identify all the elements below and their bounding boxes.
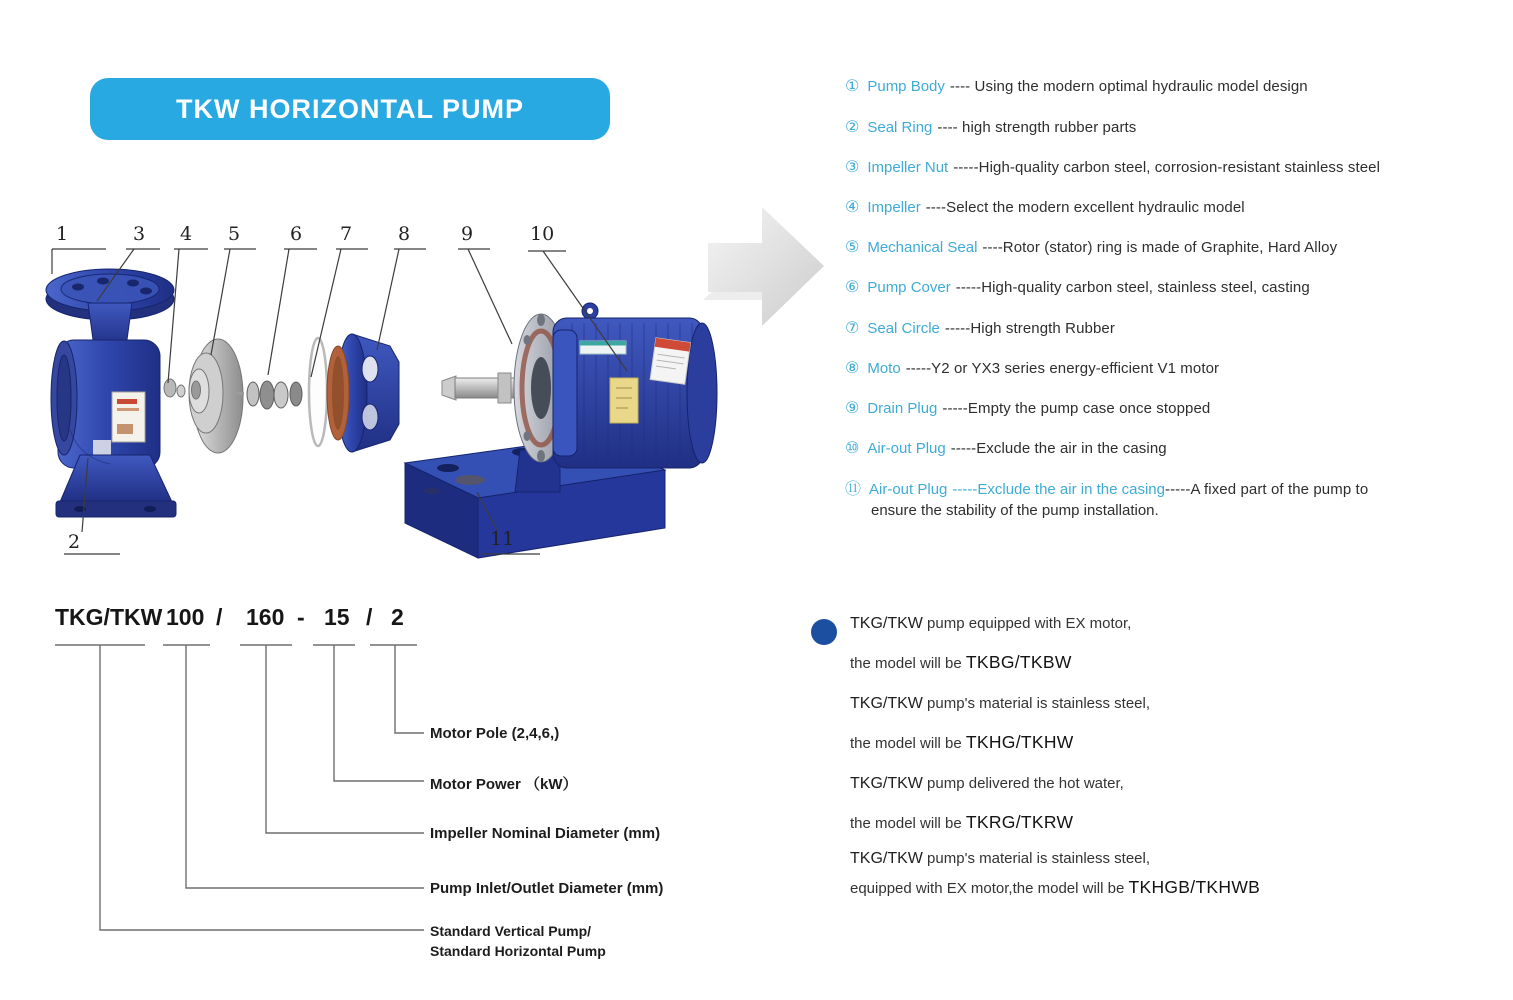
- callout-3: 3: [133, 223, 146, 245]
- note-text: equipped with EX motor,the model will be: [850, 880, 1129, 897]
- circled-number-icon: ⑨: [845, 398, 860, 417]
- circled-number-icon: ②: [845, 117, 860, 136]
- part-desc: -----Exclude the air in the casing: [950, 440, 1167, 457]
- part-name: Seal Circle: [867, 320, 940, 337]
- note-line: [850, 732, 1074, 753]
- note-line: [850, 652, 1072, 673]
- part-name: Moto: [867, 360, 901, 377]
- note-lead: TKG/TKW: [850, 775, 923, 792]
- pump-cover-graphic: [327, 334, 399, 452]
- part-desc: ----Rotor (stator) ring is made of Graphite, Hard Alloy: [982, 239, 1338, 256]
- circled-number-icon: ⑥: [845, 277, 860, 296]
- note-model: TKBG/TKBW: [965, 652, 1072, 672]
- callout-9: 9: [461, 223, 474, 245]
- seal-circle-graphic: [309, 338, 327, 446]
- model-code-lines: [55, 645, 424, 930]
- part-desc: -----High-quality carbon steel, corrosion-resistant stainless steel: [953, 159, 1381, 176]
- note-text: pump's material is stainless steel,: [922, 850, 1151, 867]
- label-standard-pump-line2: Standard Horizontal Pump: [430, 943, 606, 959]
- note-text: pump equipped with EX motor,: [922, 615, 1132, 632]
- parts-list-item: [845, 277, 1500, 296]
- note-lead: TKG/TKW: [850, 850, 923, 867]
- note-line: [850, 877, 1260, 898]
- note-line: [850, 612, 1131, 633]
- part-name: Pump Cover: [867, 279, 951, 296]
- circled-number-icon: ⑤: [845, 237, 860, 256]
- note-text: pump delivered the hot water,: [922, 775, 1124, 792]
- arrow-right-icon: [708, 207, 824, 326]
- bullet-icon: [811, 619, 837, 645]
- label-impeller-diameter: Impeller Nominal Diameter (mm): [430, 825, 661, 842]
- part-desc-cyan: -----Exclude the air in the casing: [952, 481, 1165, 498]
- parts-list-item: [845, 358, 1500, 377]
- parts-list-item: [845, 237, 1500, 256]
- pump-body-graphic: [46, 269, 176, 517]
- part-desc: -----High strength Rubber: [944, 320, 1115, 337]
- part-desc-line2: ensure the stability of the pump installation.: [871, 502, 1159, 519]
- parts-list-item: [845, 438, 1500, 457]
- part-name: Impeller Nut: [867, 159, 949, 176]
- part-name: Air-out Plug: [867, 440, 946, 457]
- parts-list-item: [845, 117, 1500, 136]
- circled-number-icon: ⑦: [845, 318, 860, 337]
- note-text: pump's material is stainless steel,: [922, 695, 1151, 712]
- parts-list-item: [845, 398, 1500, 417]
- callout-6: 6: [290, 223, 303, 245]
- page-title: TKW HORIZONTAL PUMP: [90, 78, 610, 140]
- note-line: [850, 847, 1150, 868]
- note-line: [850, 812, 1073, 833]
- mechanical-seal-graphic: [236, 381, 302, 409]
- circled-number-icon: ③: [845, 157, 860, 176]
- callout-7: 7: [340, 223, 353, 245]
- note-model: TKHG/TKHW: [965, 732, 1074, 752]
- callout-10: 10: [530, 223, 555, 245]
- part-name: Impeller: [867, 199, 921, 216]
- callout-11: 11: [490, 528, 515, 550]
- part-desc: -----Empty the pump case once stopped: [942, 400, 1211, 417]
- part-name: Mechanical Seal: [867, 239, 978, 256]
- parts-list-item: [845, 478, 1500, 521]
- part-desc: -----A fixed part of the pump to: [1164, 481, 1369, 498]
- note-line: [850, 692, 1150, 713]
- part-desc: ---- high strength rubber parts: [937, 119, 1137, 136]
- circled-number-icon: ⑩: [845, 438, 860, 457]
- callout-1: 1: [56, 223, 69, 245]
- note-text: the model will be: [850, 735, 966, 752]
- part-desc: ---- Using the modern optimal hydraulic model design: [949, 78, 1308, 95]
- note-text: the model will be: [850, 815, 966, 832]
- label-standard-pump-line1: Standard Vertical Pump/: [430, 923, 592, 939]
- part-name: Air-out Plug: [869, 481, 948, 498]
- model-code-dash: -: [297, 604, 305, 630]
- model-code-inlet: 100: [166, 604, 205, 630]
- callout-2: 2: [68, 531, 81, 553]
- note-lead: TKG/TKW: [850, 695, 923, 712]
- circled-number-icon: ⑪: [845, 479, 862, 498]
- note-line: [850, 772, 1124, 793]
- part-name: Pump Body: [867, 78, 945, 95]
- model-code-slash: /: [216, 604, 223, 630]
- model-code-impeller: 160: [246, 604, 285, 630]
- label-inlet-outlet-diameter: Pump Inlet/Outlet Diameter (mm): [430, 880, 664, 897]
- note-model: TKRG/TKRW: [965, 812, 1074, 832]
- model-code-power: 15: [324, 604, 350, 630]
- circled-number-icon: ④: [845, 197, 860, 216]
- label-motor-pole: Motor Pole (2,4,6,): [430, 725, 560, 742]
- callout-4: 4: [180, 223, 193, 245]
- label-motor-power: Motor Power （kW）: [430, 776, 578, 793]
- part-desc: -----High-quality carbon steel, stainless steel, casting: [955, 279, 1310, 296]
- note-text: the model will be: [850, 655, 966, 672]
- impeller-graphic: [164, 339, 243, 453]
- part-desc: ----Select the modern excellent hydraulic model: [925, 199, 1245, 216]
- model-code-series: TKG/TKW: [55, 604, 163, 630]
- circled-number-icon: ①: [845, 76, 860, 95]
- part-name: Drain Plug: [867, 400, 938, 417]
- note-lead: TKG/TKW: [850, 615, 923, 632]
- parts-list-item: [845, 157, 1500, 176]
- model-code-pole: 2: [391, 604, 404, 630]
- callout-8: 8: [398, 223, 411, 245]
- parts-list-item: [845, 318, 1500, 337]
- part-desc: -----Y2 or YX3 series energy-efficient V1 motor: [905, 360, 1220, 377]
- callout-5: 5: [228, 223, 241, 245]
- model-code-slash2: /: [366, 604, 373, 630]
- parts-list-item: [845, 76, 1500, 95]
- note-model: TKHGB/TKHWB: [1128, 877, 1261, 897]
- parts-list-item: [845, 197, 1500, 216]
- circled-number-icon: ⑧: [845, 358, 860, 377]
- part-name: Seal Ring: [867, 119, 933, 136]
